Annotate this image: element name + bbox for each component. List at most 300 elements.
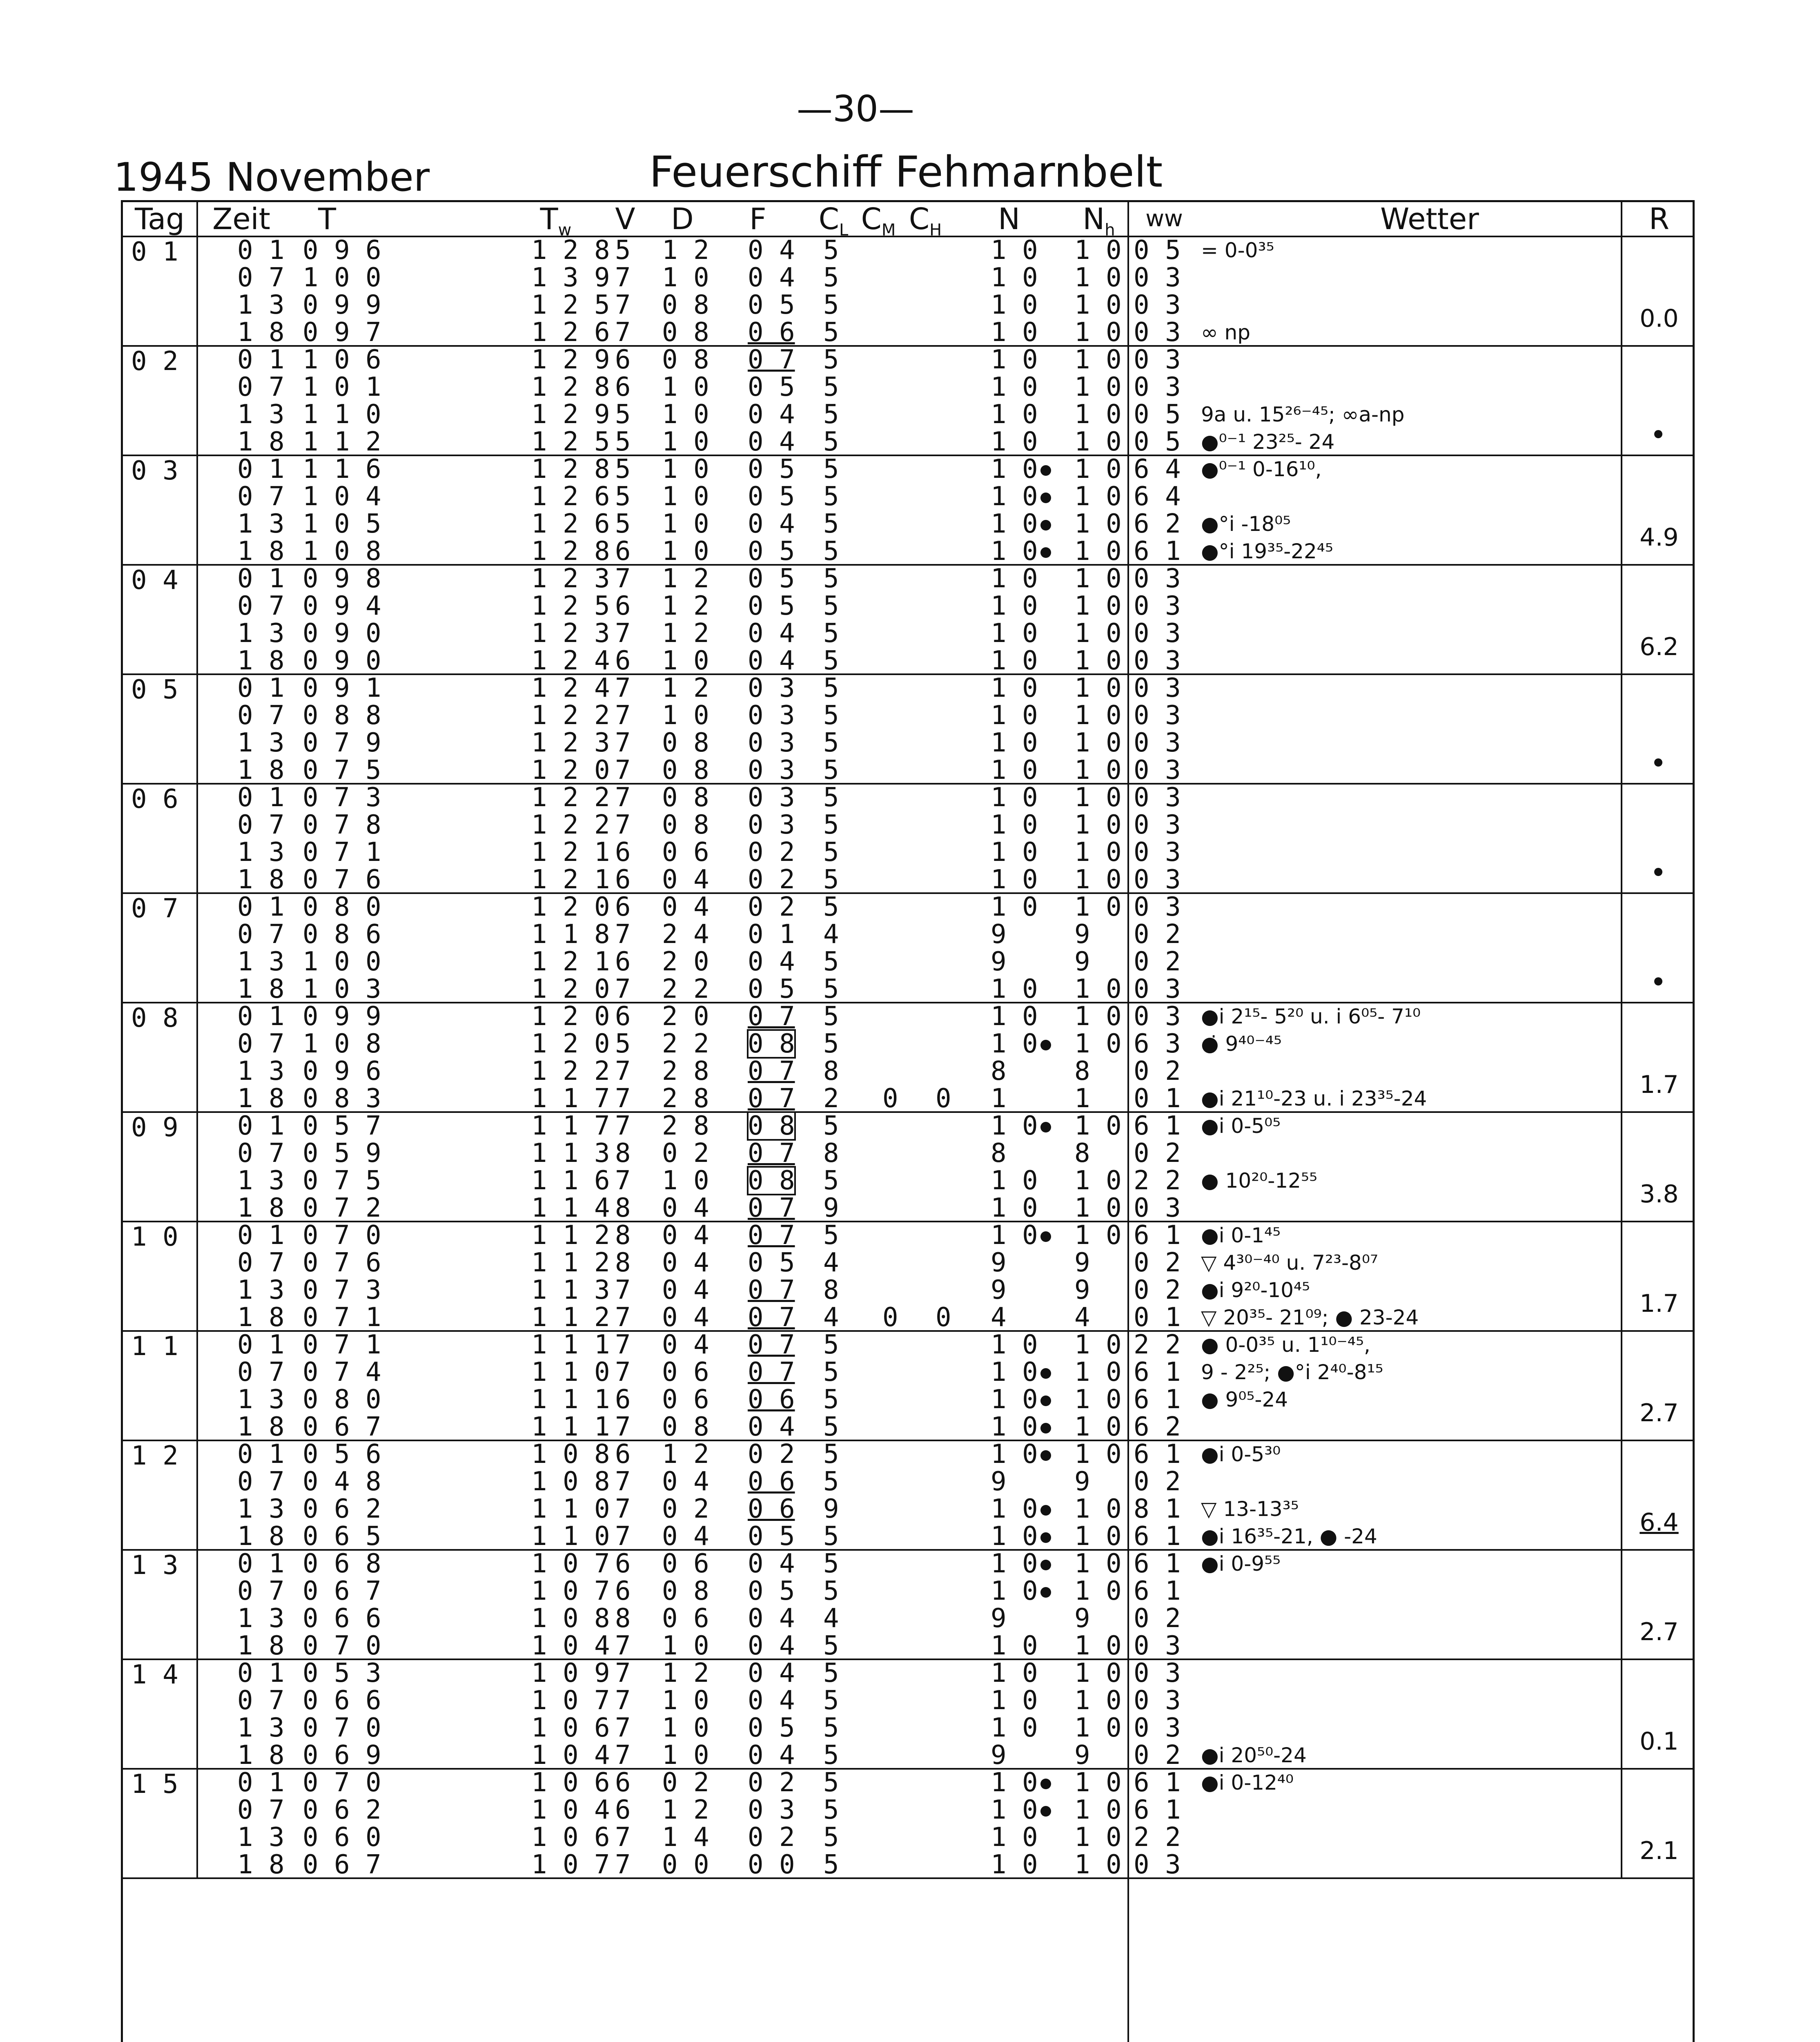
cell-n: 1 0	[991, 892, 1038, 922]
cell-nh: 9	[1074, 1603, 1090, 1634]
cell-f: 0 4	[748, 235, 795, 265]
cell-tw: 1 0 6	[531, 1768, 610, 1798]
cell-d: 1 0	[662, 263, 709, 293]
cell-t: 0 7 8	[303, 810, 381, 840]
cell-ww: 0 2	[1134, 947, 1181, 977]
cell-d: 0 4	[662, 1275, 709, 1305]
cell-ww: 0 2	[1134, 1603, 1181, 1634]
cell-ww: 0 3	[1134, 646, 1181, 676]
precip-value: 0.1	[1640, 1727, 1679, 1756]
cell-tw: 1 1 2	[531, 1220, 610, 1251]
cell-ww: 0 3	[1134, 728, 1181, 758]
cell-n: 1 0	[991, 974, 1038, 1004]
cell-d: 0 4	[662, 865, 709, 895]
cell-v: 5	[615, 427, 631, 457]
cell-d: 0 8	[662, 290, 709, 320]
cell-cl: 8	[823, 1056, 839, 1086]
cell-d: 1 0	[662, 509, 709, 539]
cell-zeit: 1 3	[237, 1494, 285, 1524]
cell-cl: 5	[823, 1001, 839, 1032]
cell-zeit: 1 8	[237, 1740, 285, 1770]
cell-tw: 1 2 0	[531, 974, 610, 1004]
cell-ww: 0 5	[1134, 235, 1181, 265]
cell-v: 7	[615, 1412, 631, 1442]
cell-d: 2 0	[662, 1001, 709, 1032]
cell-zeit: 0 7	[237, 1467, 285, 1497]
cell-tw: 1 1 0	[531, 1357, 610, 1387]
cell-d: 0 4	[662, 1220, 709, 1251]
cell-ww: 0 3	[1134, 564, 1181, 594]
weather-log-table	[121, 200, 1695, 2042]
cell-nh: 1 0	[1074, 427, 1122, 457]
cell-f: 0 4	[748, 1685, 795, 1716]
cell-ww: 0 3	[1134, 1713, 1181, 1743]
cell-v: 7	[615, 1494, 631, 1524]
cell-ww: 0 3	[1134, 837, 1181, 867]
day-tag: 0 5	[131, 675, 178, 705]
cell-tw: 1 1 2	[531, 1302, 610, 1333]
cell-cl: 5	[823, 810, 839, 840]
cell-n: 1 0	[991, 1631, 1038, 1661]
cell-tw: 1 1 1	[531, 1412, 610, 1442]
cell-nh: 1 0	[1074, 1768, 1122, 1798]
cell-zeit: 0 1	[237, 892, 285, 922]
rain-trace-icon	[1654, 758, 1662, 767]
cloud-dot-icon	[1040, 1505, 1051, 1516]
cell-nh: 1 0	[1074, 345, 1122, 375]
cell-v: 7	[615, 755, 631, 785]
cell-n: 1 0	[991, 618, 1038, 649]
cell-ww: 6 1	[1134, 1357, 1181, 1387]
cell-nh: 1 0	[1074, 892, 1122, 922]
cell-nh: 1 0	[1074, 1193, 1122, 1223]
day-tag: 1 0	[131, 1222, 178, 1252]
cell-ww: 8 1	[1134, 1494, 1181, 1524]
cell-t: 0 5 3	[303, 1658, 381, 1688]
cell-cl: 5	[823, 1220, 839, 1251]
cell-t: 0 7 3	[303, 1275, 381, 1305]
cell-f: 0 5	[748, 290, 795, 320]
cell-wetter: ●i 0-5⁰⁵	[1201, 1114, 1281, 1138]
cell-cl: 5	[823, 974, 839, 1004]
cell-n: 9	[991, 919, 1007, 950]
cell-zeit: 1 8	[237, 755, 285, 785]
cell-v: 5	[615, 399, 631, 430]
cell-d: 1 4	[662, 1822, 709, 1853]
cell-f: 0 4	[748, 947, 795, 977]
cell-ww: 6 1	[1134, 1795, 1181, 1825]
cell-wetter: ∞ np	[1201, 321, 1250, 344]
cell-cl: 5	[823, 399, 839, 430]
cell-cl: 5	[823, 1822, 839, 1853]
cell-tw: 1 1 8	[531, 919, 610, 950]
cell-v: 7	[615, 1740, 631, 1770]
cell-t: 0 5 6	[303, 1439, 381, 1469]
cell-tw: 1 1 7	[531, 1111, 610, 1141]
cell-zeit: 1 3	[237, 509, 285, 539]
cell-f: 0 4	[748, 1603, 795, 1634]
cloud-dot-icon	[1040, 1396, 1051, 1406]
cell-nh: 1 0	[1074, 1658, 1122, 1688]
cell-zeit: 1 3	[237, 1384, 285, 1415]
cell-v: 5	[615, 454, 631, 484]
cell-d: 0 4	[662, 1248, 709, 1278]
cell-zeit: 0 7	[237, 1357, 285, 1387]
cell-f: 0 4	[748, 399, 795, 430]
cell-n: 1 0	[991, 564, 1038, 594]
cell-tw: 1 2 5	[531, 290, 610, 320]
cell-nh: 1 0	[1074, 263, 1122, 293]
cell-ww: 2 2	[1134, 1822, 1181, 1853]
col-header-n: N	[998, 202, 1020, 236]
cell-ww: 6 1	[1134, 1384, 1181, 1415]
cell-cl: 5	[823, 1740, 839, 1770]
cell-v: 7	[615, 1685, 631, 1716]
cloud-dot-icon	[1040, 1368, 1051, 1379]
cell-n: 1 0	[991, 810, 1038, 840]
cell-ww: 6 2	[1134, 1412, 1181, 1442]
cell-d: 0 6	[662, 1357, 709, 1387]
cell-n: 1 0	[991, 673, 1038, 703]
cell-n: 1 0	[991, 1330, 1038, 1360]
cell-f: 0 8	[748, 1166, 795, 1196]
cell-nh: 9	[1074, 1467, 1090, 1497]
cell-ww: 0 3	[1134, 700, 1181, 731]
cell-t: 0 7 3	[303, 782, 381, 813]
table-column-divider	[1621, 202, 1622, 1877]
cell-ww: 0 2	[1134, 1467, 1181, 1497]
cell-cl: 5	[823, 564, 839, 594]
cell-n: 1 0	[991, 1713, 1038, 1743]
cell-d: 0 6	[662, 1549, 709, 1579]
cell-t: 0 8 0	[303, 892, 381, 922]
cell-f: 0 7	[748, 345, 795, 375]
cell-zeit: 0 7	[237, 919, 285, 950]
cell-v: 7	[615, 728, 631, 758]
cell-cl: 4	[823, 1603, 839, 1634]
cell-tw: 1 1 7	[531, 1083, 610, 1114]
cell-zeit: 0 7	[237, 591, 285, 621]
cell-cl: 5	[823, 1029, 839, 1059]
cell-cl: 5	[823, 591, 839, 621]
cell-zeit: 1 3	[237, 837, 285, 867]
cell-cl: 5	[823, 1439, 839, 1469]
precip-value: 3.8	[1640, 1180, 1679, 1208]
cell-v: 5	[615, 235, 631, 265]
cell-d: 0 8	[662, 1576, 709, 1606]
cell-n: 1 0	[991, 1685, 1038, 1716]
cell-nh: 1 0	[1074, 1029, 1122, 1059]
cell-ch: 0	[936, 1302, 951, 1333]
cell-wetter: ●°i -18⁰⁵	[1201, 512, 1291, 536]
cell-v: 7	[615, 564, 631, 594]
cell-cl: 5	[823, 1768, 839, 1798]
cell-d: 1 2	[662, 618, 709, 649]
cell-zeit: 1 8	[237, 974, 285, 1004]
precip-value: 6.2	[1640, 633, 1679, 661]
cell-v: 6	[615, 372, 631, 402]
cell-zeit: 0 7	[237, 1248, 285, 1278]
cell-tw: 1 1 3	[531, 1138, 610, 1168]
cell-f: 0 4	[748, 1412, 795, 1442]
cell-wetter: ●i 0-12⁴⁰	[1201, 1771, 1294, 1795]
cell-n: 9	[991, 1248, 1007, 1278]
cell-d: 1 2	[662, 591, 709, 621]
cell-d: 0 4	[662, 1330, 709, 1360]
cell-ww: 6 2	[1134, 509, 1181, 539]
cell-wetter: ▽ 13-13³⁵	[1201, 1497, 1299, 1521]
cell-t: 1 0 8	[303, 536, 381, 566]
cell-zeit: 0 7	[237, 700, 285, 731]
cell-wetter: ●̇ 9⁴⁰⁻⁴⁵	[1201, 1032, 1282, 1056]
cell-f: 0 0	[748, 1850, 795, 1880]
cell-v: 6	[615, 892, 631, 922]
cell-cl: 8	[823, 1138, 839, 1168]
precip-value: 1.7	[1640, 1289, 1679, 1318]
cell-v: 6	[615, 536, 631, 566]
cell-cl: 5	[823, 1713, 839, 1743]
cell-cl: 5	[823, 892, 839, 922]
precip-value: 1.7	[1640, 1070, 1679, 1099]
cloud-dot-icon	[1040, 465, 1051, 476]
cell-tw: 1 2 2	[531, 1056, 610, 1086]
col-header-ch: $C_H$	[909, 202, 942, 240]
cell-f: 0 7	[748, 1056, 795, 1086]
cell-t: 0 6 8	[303, 1549, 381, 1579]
cell-n: 8	[991, 1056, 1007, 1086]
cell-nh: 1 0	[1074, 1822, 1122, 1853]
cell-ww: 0 3	[1134, 974, 1181, 1004]
cell-cl: 5	[823, 782, 839, 813]
cell-v: 8	[615, 1193, 631, 1223]
cell-t: 0 7 6	[303, 865, 381, 895]
cell-t: 0 7 1	[303, 1330, 381, 1360]
cell-tw: 1 2 5	[531, 427, 610, 457]
cell-v: 6	[615, 646, 631, 676]
cell-t: 0 7 0	[303, 1220, 381, 1251]
col-header-r: R	[1648, 202, 1670, 236]
cell-cl: 5	[823, 1850, 839, 1880]
cell-n: 1 0	[991, 1658, 1038, 1688]
cell-ww: 0 3	[1134, 673, 1181, 703]
cell-ww: 6 1	[1134, 1111, 1181, 1141]
cell-tw: 1 0 8	[531, 1603, 610, 1634]
cell-n: 1 0	[991, 755, 1038, 785]
cell-ww: 2 2	[1134, 1166, 1181, 1196]
cell-ww: 0 3	[1134, 1193, 1181, 1223]
cell-ww: 6 1	[1134, 1439, 1181, 1469]
cell-n: 1 0	[991, 1440, 1054, 1468]
cell-t: 1 0 0	[303, 947, 381, 977]
cell-nh: 1 0	[1074, 1795, 1122, 1825]
cell-v: 5	[615, 1029, 631, 1059]
cell-t: 1 0 3	[303, 974, 381, 1004]
cell-d: 0 4	[662, 1521, 709, 1552]
cell-nh: 1 0	[1074, 1166, 1122, 1196]
cell-n: 8	[991, 1138, 1007, 1168]
cell-f: 0 5	[748, 591, 795, 621]
cell-zeit: 1 3	[237, 1713, 285, 1743]
cell-nh: 1 0	[1074, 235, 1122, 265]
cell-zeit: 1 3	[237, 1056, 285, 1086]
cell-d: 0 8	[662, 345, 709, 375]
cell-d: 1 0	[662, 700, 709, 731]
cell-nh: 1 0	[1074, 372, 1122, 402]
cell-n: 1 0	[991, 591, 1038, 621]
cell-v: 7	[615, 974, 631, 1004]
cell-t: 0 9 8	[303, 564, 381, 594]
cell-tw: 1 0 4	[531, 1740, 610, 1770]
cell-wetter: 9 - 2²⁵; ●°i 2⁴⁰-8¹⁵	[1201, 1360, 1383, 1384]
cell-zeit: 0 1	[237, 1111, 285, 1141]
cell-v: 6	[615, 837, 631, 867]
cell-d: 1 0	[662, 399, 709, 430]
cell-ww: 0 5	[1134, 399, 1181, 430]
cell-t: 1 0 5	[303, 509, 381, 539]
cell-tw: 1 2 2	[531, 782, 610, 813]
cell-nh: 1 0	[1074, 1384, 1122, 1415]
cell-d: 1 2	[662, 673, 709, 703]
cell-cl: 5	[823, 1467, 839, 1497]
cell-d: 0 4	[662, 1302, 709, 1333]
cell-cl: 8	[823, 1275, 839, 1305]
cell-tw: 1 0 8	[531, 1439, 610, 1469]
cell-nh: 1 0	[1074, 399, 1122, 430]
cell-d: 2 8	[662, 1083, 709, 1114]
cell-d: 0 8	[662, 782, 709, 813]
cell-f: 0 4	[748, 427, 795, 457]
cell-ww: 6 1	[1134, 1521, 1181, 1552]
cell-nh: 8	[1074, 1138, 1090, 1168]
cell-nh: 1 0	[1074, 1494, 1122, 1524]
cell-v: 7	[615, 1850, 631, 1880]
cell-n: 1 0	[991, 1193, 1038, 1223]
cell-t: 0 6 7	[303, 1850, 381, 1880]
cell-tw: 1 0 7	[531, 1685, 610, 1716]
cell-d: 0 8	[662, 810, 709, 840]
cell-cl: 5	[823, 345, 839, 375]
cell-wetter: ●i 0-1⁴⁵	[1201, 1224, 1281, 1247]
cell-v: 7	[615, 1521, 631, 1552]
cell-wetter: 9a u. 15²⁶⁻⁴⁵; ∞a-np	[1201, 403, 1405, 426]
cell-d: 0 2	[662, 1138, 709, 1168]
cell-n: 1 0	[991, 1495, 1054, 1523]
cell-d: 1 0	[662, 372, 709, 402]
cell-f: 0 3	[748, 782, 795, 813]
cell-t: 0 7 0	[303, 1631, 381, 1661]
cell-n: 1 0	[991, 1358, 1054, 1386]
cell-zeit: 0 1	[237, 1001, 285, 1032]
cell-zeit: 1 3	[237, 1822, 285, 1853]
cell-tw: 1 2 8	[531, 372, 610, 402]
cell-nh: 1 0	[1074, 482, 1122, 512]
cell-v: 7	[615, 1083, 631, 1114]
cell-n: 1 0	[991, 1001, 1038, 1032]
cell-tw: 1 2 8	[531, 536, 610, 566]
cell-d: 1 0	[662, 427, 709, 457]
day-tag: 0 2	[131, 346, 178, 377]
cell-tw: 1 2 3	[531, 728, 610, 758]
cell-f: 0 2	[748, 837, 795, 867]
cell-tw: 1 0 7	[531, 1850, 610, 1880]
cell-zeit: 1 8	[237, 646, 285, 676]
cell-n: 1 0	[991, 235, 1038, 265]
cell-nh: 1 0	[1074, 1850, 1122, 1880]
header-date: 1945 November	[114, 154, 430, 200]
cell-t: 0 7 0	[303, 1713, 381, 1743]
cell-cl: 5	[823, 947, 839, 977]
cell-f: 0 5	[748, 564, 795, 594]
cell-t: 0 8 8	[303, 700, 381, 731]
cell-wetter: ● 10²⁰-12⁵⁵	[1201, 1169, 1317, 1193]
cell-f: 0 2	[748, 1822, 795, 1853]
cell-cl: 5	[823, 1384, 839, 1415]
day-tag: 1 4	[131, 1660, 178, 1690]
cell-d: 1 0	[662, 454, 709, 484]
cell-zeit: 1 3	[237, 1603, 285, 1634]
cell-cl: 9	[823, 1193, 839, 1223]
cell-cl: 5	[823, 427, 839, 457]
cell-n: 1 0	[991, 1769, 1054, 1797]
cell-tw: 1 2 0	[531, 755, 610, 785]
cell-f: 0 7	[748, 1138, 795, 1168]
col-header-tw: $T_w$	[540, 202, 572, 240]
cell-n: 1 0	[991, 1796, 1054, 1824]
cell-f: 0 4	[748, 263, 795, 293]
cell-f: 0 3	[748, 755, 795, 785]
cell-n: 1 0	[991, 1550, 1054, 1578]
cell-d: 2 2	[662, 974, 709, 1004]
cell-n: 9	[991, 1740, 1007, 1770]
cell-t: 0 6 0	[303, 1822, 381, 1853]
day-tag: 0 7	[131, 894, 178, 924]
cell-t: 0 7 5	[303, 755, 381, 785]
cell-nh: 1 0	[1074, 1001, 1122, 1032]
cell-ww: 0 3	[1134, 755, 1181, 785]
cell-cl: 5	[823, 235, 839, 265]
cell-zeit: 0 1	[237, 1220, 285, 1251]
cell-nh: 1 0	[1074, 1220, 1122, 1251]
cell-v: 7	[615, 263, 631, 293]
cell-zeit: 1 8	[237, 1083, 285, 1114]
cell-d: 0 4	[662, 1193, 709, 1223]
cell-n: 1 0	[991, 455, 1054, 483]
cell-tw: 1 2 0	[531, 892, 610, 922]
cloud-dot-icon	[1040, 1587, 1051, 1598]
cell-t: 0 6 2	[303, 1494, 381, 1524]
cell-cl: 5	[823, 290, 839, 320]
cell-cl: 5	[823, 865, 839, 895]
cell-f: 0 3	[748, 673, 795, 703]
cell-v: 6	[615, 865, 631, 895]
cell-cl: 5	[823, 618, 839, 649]
cell-zeit: 1 3	[237, 399, 285, 430]
cell-ww: 0 3	[1134, 372, 1181, 402]
cell-ww: 0 3	[1134, 1658, 1181, 1688]
day-tag: 1 1	[131, 1331, 178, 1362]
cell-v: 6	[615, 1795, 631, 1825]
cell-tw: 1 2 6	[531, 317, 610, 348]
cell-wetter: ● 0-0³⁵ u. 1¹⁰⁻⁴⁵,	[1201, 1333, 1370, 1357]
cell-zeit: 0 1	[237, 235, 285, 265]
cell-cl: 5	[823, 372, 839, 402]
cell-wetter: ●i 2¹⁵- 5²⁰ u. i 6⁰⁵- 7¹⁰	[1201, 1005, 1421, 1028]
col-header-d: D	[671, 202, 694, 236]
cell-v: 7	[615, 1302, 631, 1333]
cell-t: 0 6 5	[303, 1521, 381, 1552]
cell-nh: 1 0	[1074, 290, 1122, 320]
cloud-dot-icon	[1040, 520, 1051, 531]
